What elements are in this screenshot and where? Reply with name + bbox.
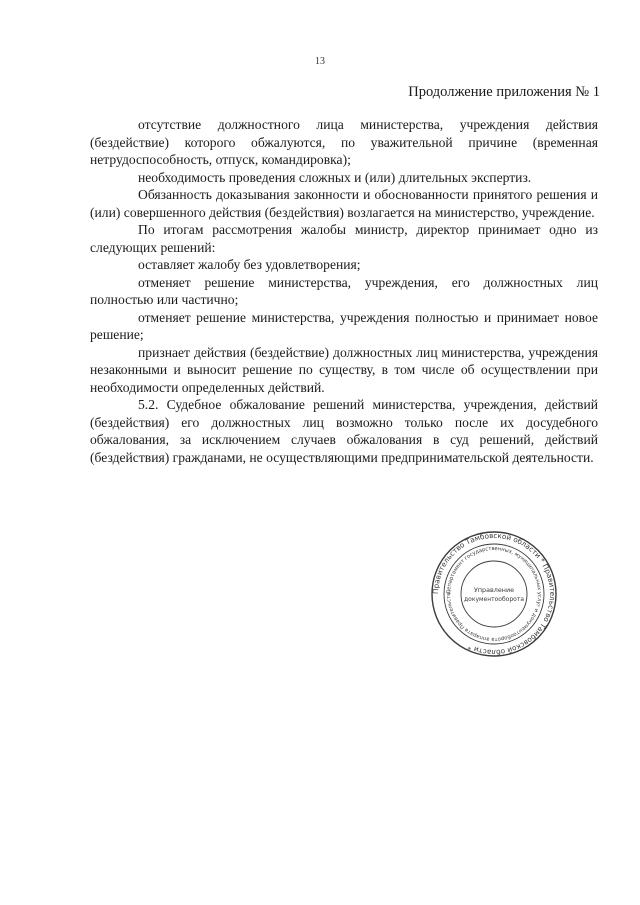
body-text — [90, 116, 598, 466]
stamp-inner-textpath: Департамент государственных, муниципальных услуг и документооборота аппарата Правительств — [445, 545, 543, 643]
paragraph: По итогам рассмотрения жалобы министр, директор принимает одно из следующих решений: — [90, 222, 598, 255]
page-number: 13 — [315, 56, 325, 67]
stamp-center-line2: документооборота — [464, 596, 524, 603]
paragraph: отменяет решение министерства, учреждения полностью и принимает новое решение; — [90, 309, 598, 342]
paragraph: необходимость проведения сложных и (или) длительных экспертиз. — [138, 169, 532, 185]
paragraph: признает действия (бездействие) должностных лиц министерства, учреждения незаконными и выносит решение по существу, в том числе об осуществлении при необходимости определенных действий. — [90, 344, 598, 395]
paragraph: отсутствие должностного лица министерства, учреждения действия (бездействие) которого обжалуются, по уважительной причине (временная нетрудоспособность, отпуск, командировка); — [90, 117, 598, 167]
stamp-outer-textpath: Правительство Тамбовской области * Правительство Тамбовской области * — [430, 530, 558, 658]
paragraph: оставляет жалобу без удовлетворения; — [138, 257, 361, 272]
stamp-center-line1: Управление — [473, 586, 515, 594]
paragraph: Обязанность доказывания законности и обоснованности принятого решения и (или) совершенного действия (бездействия) возлагается на министерство, учреждение. — [90, 187, 598, 220]
paragraph: отменяет решение министерства, учреждения, его должностных лиц полностью или частично; — [90, 274, 598, 307]
appendix-heading: Продолжение приложения № 1 — [408, 84, 600, 100]
paragraph: 5.2. Судебное обжалование решений министерства, учреждения, действий (бездействия) его должностных лиц возможно только после их досудебного обжалования, за исключением случаев обжалования в суд решений, действий (бездействия) гражданами, не осуществляющими предпринимательской деятельности. — [90, 397, 598, 465]
official-stamp — [430, 530, 558, 658]
